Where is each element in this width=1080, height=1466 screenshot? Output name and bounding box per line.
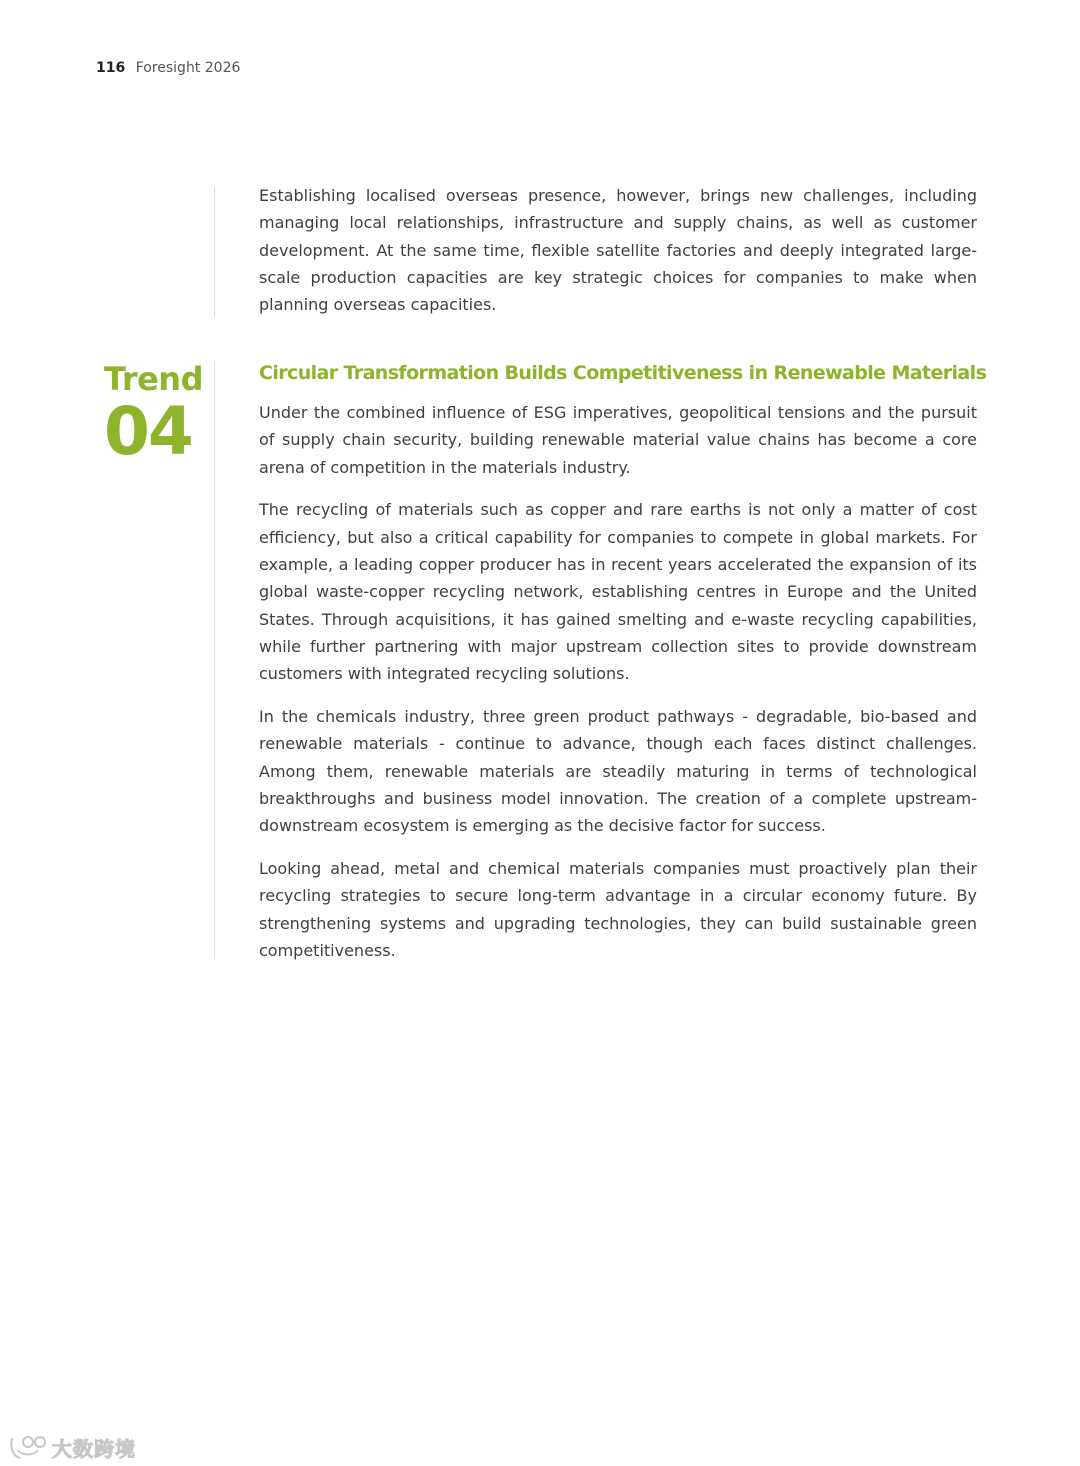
section-paragraph-4: Looking ahead, metal and chemical materials companies must proactively plan their recycling strategies to secure long-term advantage in a circular economy future. By strengthening systems and upgrading technologies, they can build sustainable green competitiveness. — [259, 858, 977, 960]
trend-marker — [104, 360, 209, 468]
trend-label: Trend — [104, 360, 203, 398]
trend-number: 04 — [104, 393, 192, 470]
watermark-text: 大数跨境 — [52, 1436, 136, 1461]
vertical-divider-intro — [214, 187, 215, 317]
section-heading: Circular Transformation Builds Competitiveness in Renewable Materials — [259, 362, 987, 384]
vertical-divider-section — [214, 362, 215, 959]
watermark-logo-icon — [8, 1432, 48, 1462]
watermark — [8, 1430, 136, 1464]
section-paragraph-1: Under the combined influence of ESG imperatives, geopolitical tensions and the pursuit of supply chain security, building renewable material value chains has become a core arena of competition in the materials industry. — [259, 403, 977, 477]
publication-title: Foresight 2026 — [135, 60, 241, 76]
trend-section — [259, 359, 987, 964]
section-paragraph-2: The recycling of materials such as copper and rare earths is not only a matter of cost efficiency, but also a critical capability for companies to compete in global markets. For example, a leading copper producer has in recent years accelerated the expansion of its global waste-copper recycling network, establishing centres in Europe and the United States. Through acquisitions, it has gained smelting and e-waste recycling capabilities, while further partnering with major upstream collection sites to provide downstream customers with integrated recycling solutions. — [259, 500, 977, 684]
section-paragraph-3: In the chemicals industry, three green product pathways - degradable, bio-based and renewable materials - continue to advance, though each faces distinct challenges. Among them, renewable materials are steadily maturing in terms of technological breakthroughs and business model innovation. The creation of a complete upstream-downstream ecosystem is emerging as the decisive factor for success. — [259, 706, 977, 836]
intro-paragraph: Establishing localised overseas presence, however, brings new challenges, including managing local relationships, infrastructure and supply chains, as well as customer development. At the same time, flexible satellite factories and deeply integrated large-scale production capacities are key strategic choices for companies to make when planning overseas capacities. — [259, 186, 977, 315]
page-header — [96, 59, 240, 77]
intro-column — [259, 182, 977, 318]
page-number: 116 — [96, 60, 126, 76]
